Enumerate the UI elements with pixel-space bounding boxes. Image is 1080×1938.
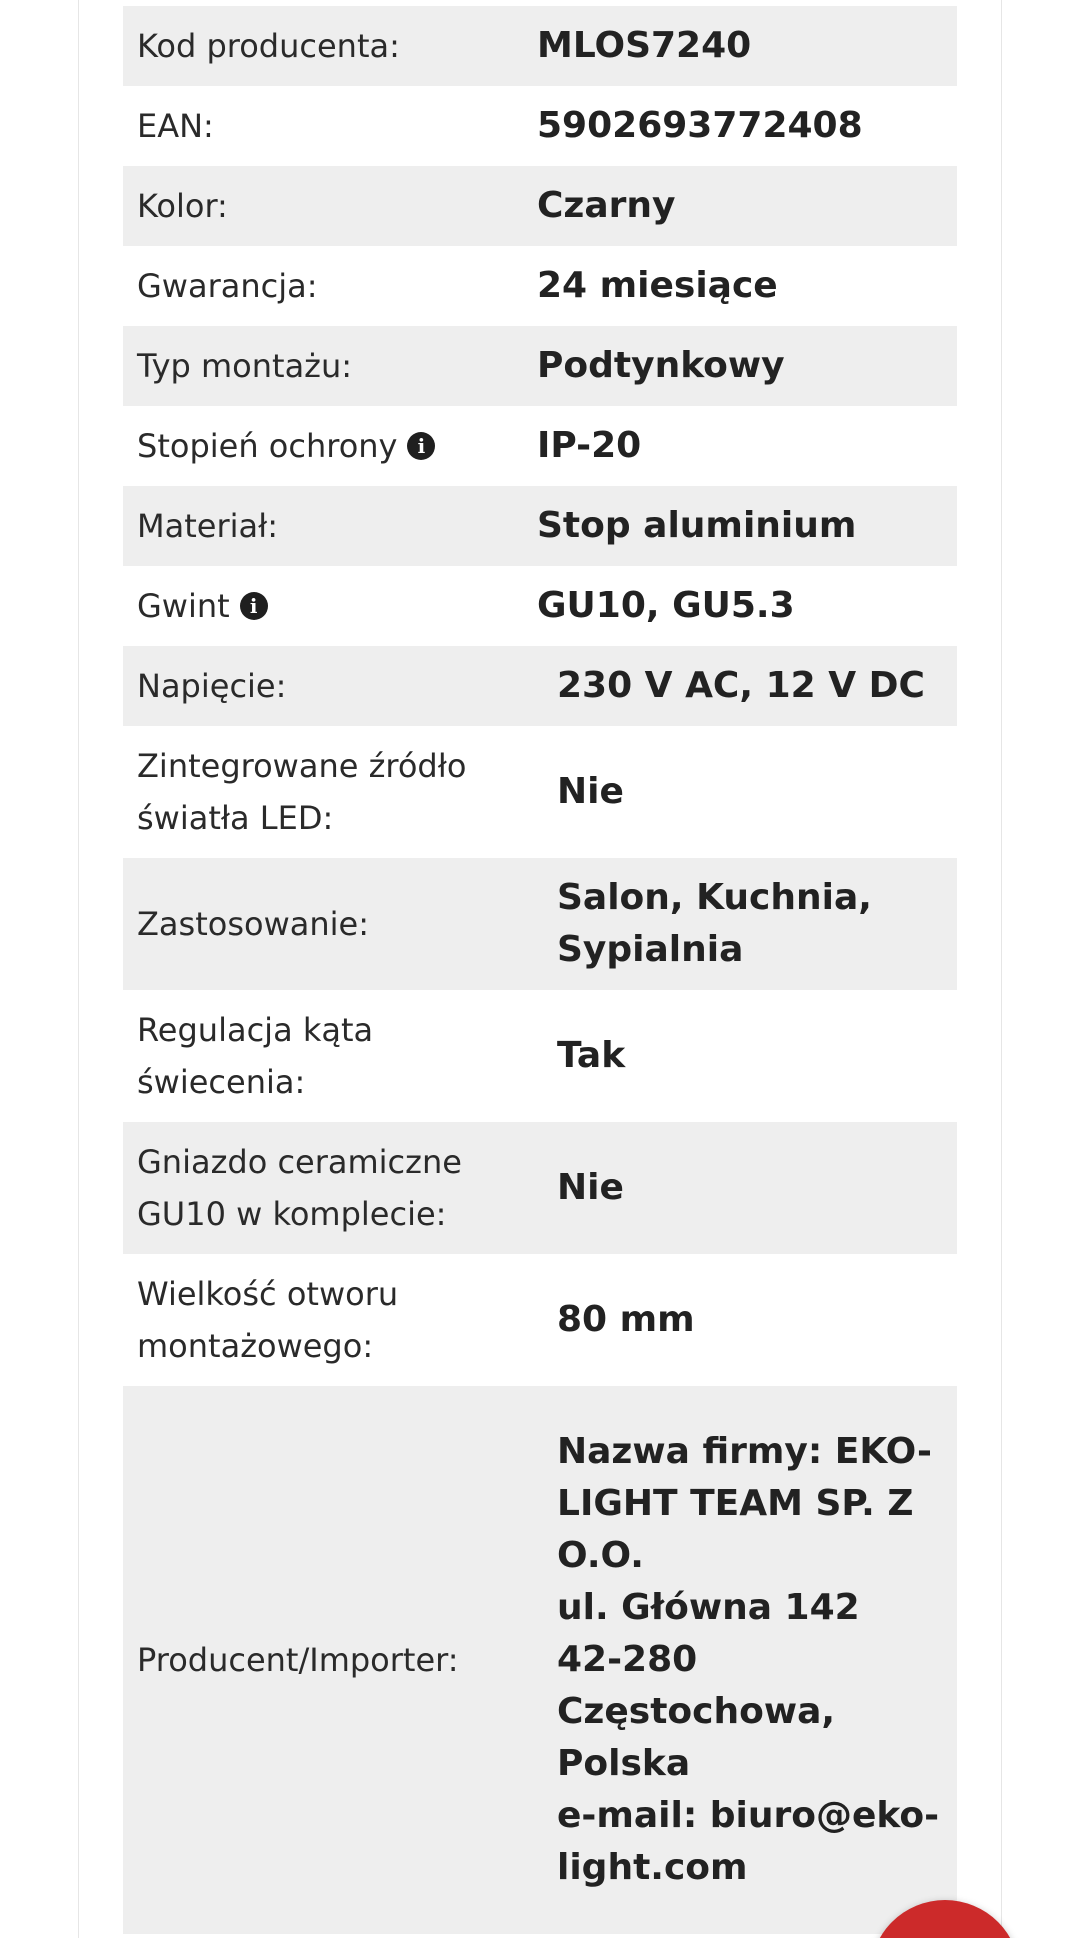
spec-value: 5902693772408 bbox=[537, 105, 863, 146]
spec-value: 230 V AC, 12 V DC bbox=[557, 665, 925, 706]
info-icon[interactable]: i bbox=[407, 432, 435, 460]
info-icon[interactable]: i bbox=[240, 592, 268, 620]
spec-label: Gniazdo ceramiczne GU10 w komplecie: bbox=[137, 1143, 462, 1233]
spec-row-voltage bbox=[123, 646, 957, 726]
spec-value: Nie bbox=[557, 771, 624, 812]
spec-value: Tak bbox=[557, 1035, 626, 1076]
spec-row-ean bbox=[123, 86, 957, 166]
spec-label: Gwarancja: bbox=[137, 267, 318, 305]
specifications-table bbox=[123, 6, 957, 1934]
spec-value: 24 miesiące bbox=[537, 265, 778, 306]
spec-value: GU10, GU5.3 bbox=[537, 585, 795, 626]
spec-row-application bbox=[123, 858, 957, 990]
spec-label: Zastosowanie: bbox=[137, 905, 369, 943]
spec-label: Typ montażu: bbox=[137, 347, 353, 385]
spec-label: Zintegrowane źródło światła LED: bbox=[137, 747, 467, 837]
spec-value: Nazwa firmy: EKO-LIGHT TEAM SP. Z O.O. ul. Główna 142 42-280 Częstochowa, Polska e-mail: biuro@eko-light.com bbox=[557, 1431, 940, 1888]
spec-row-warranty bbox=[123, 246, 957, 326]
spec-label: Kod producenta: bbox=[137, 27, 400, 65]
spec-row-manufacturer-code bbox=[123, 6, 957, 86]
spec-label: Regulacja kąta świecenia: bbox=[137, 1011, 374, 1101]
spec-row-beam-angle-adjustment bbox=[123, 990, 957, 1122]
spec-row-mounting-hole-size bbox=[123, 1254, 957, 1386]
spec-row-producer-importer bbox=[123, 1386, 957, 1934]
spec-row-ceramic-socket bbox=[123, 1122, 957, 1254]
spec-label-with-info bbox=[123, 420, 537, 472]
spec-value: Czarny bbox=[537, 185, 676, 226]
spec-value: Stop aluminium bbox=[537, 505, 857, 546]
spec-label: Producent/Importer: bbox=[137, 1641, 459, 1679]
spec-row-material bbox=[123, 486, 957, 566]
spec-label: Napięcie: bbox=[137, 667, 287, 705]
spec-value: 80 mm bbox=[557, 1299, 695, 1340]
spec-row-thread bbox=[123, 566, 957, 646]
spec-value: Podtynkowy bbox=[537, 345, 785, 386]
spec-label: Kolor: bbox=[137, 187, 228, 225]
spec-label-with-info bbox=[123, 580, 537, 632]
spec-row-protection-degree bbox=[123, 406, 957, 486]
spec-row-color bbox=[123, 166, 957, 246]
spec-value: MLOS7240 bbox=[537, 25, 752, 66]
spec-value: IP-20 bbox=[537, 425, 642, 466]
spec-label: Materiał: bbox=[137, 507, 278, 545]
spec-label-text: Stopień ochrony bbox=[137, 427, 398, 465]
spec-label: EAN: bbox=[137, 107, 214, 145]
spec-row-integrated-led bbox=[123, 726, 957, 858]
spec-label-text: Gwint bbox=[137, 587, 230, 625]
spec-row-mounting-type bbox=[123, 326, 957, 406]
spec-value: Salon, Kuchnia, Sypialnia bbox=[557, 877, 872, 970]
spec-label: Wielkość otworu montażowego: bbox=[137, 1275, 399, 1365]
spec-value: Nie bbox=[557, 1167, 624, 1208]
